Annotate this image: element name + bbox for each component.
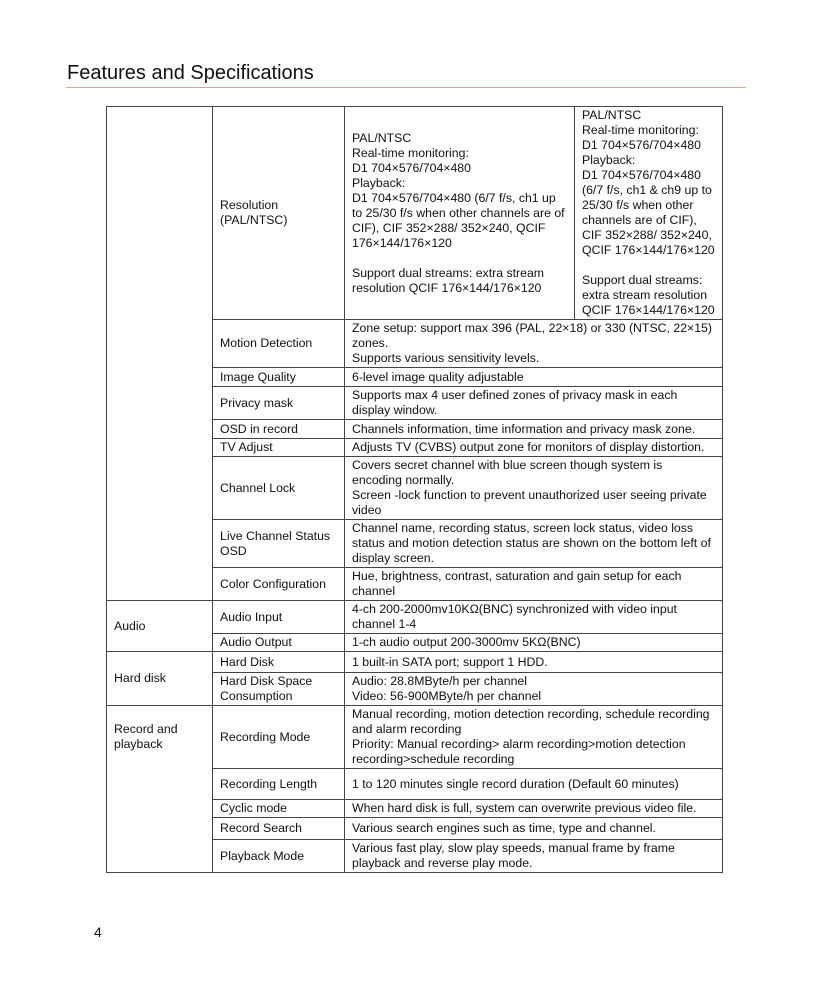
row-label: Motion Detection: [213, 320, 345, 368]
row-value: Zone setup: support max 396 (PAL, 22×18) or 330 (NTSC, 22×15) zones. Supports various sensitivity levels.: [345, 320, 723, 368]
table-row: [107, 107, 723, 320]
spec-table: [106, 106, 723, 873]
title-divider: [66, 87, 746, 88]
row-value: Manual recording, motion detection recording, schedule recording and alarm recording Priority: Manual recording> alarm recording>motion detection recording>schedule recording: [345, 706, 723, 769]
row-label: Channel Lock: [213, 457, 345, 520]
row-label: Audio Output: [213, 634, 345, 652]
row-value: PAL/NTSC Real-time monitoring: D1 704×576/704×480 Playback: D1 704×576/704×480 (6/7 f/s, ch1 & ch9 up to 25/30 f/s when other channels are of CIF), CIF 352×288/ 352×240, QCIF 176×144/176×120 Support dual streams: extra stream resolution QCIF 176×144/176×120: [575, 107, 723, 320]
row-label: Hard Disk Space Consumption: [213, 673, 345, 706]
table-row: [107, 652, 723, 673]
row-label: TV Adjust: [213, 439, 345, 457]
row-value: Various search engines such as time, type and channel.: [345, 818, 723, 840]
group-label-record: Record and playback: [107, 706, 213, 873]
page-title: Features and Specifications: [67, 62, 314, 84]
row-value: Supports max 4 user defined zones of privacy mask in each display window.: [345, 387, 723, 420]
row-label: Cyclic mode: [213, 800, 345, 818]
row-label: Resolution (PAL/NTSC): [213, 107, 345, 320]
video-group-cell: [107, 107, 213, 601]
row-label: Image Quality: [213, 368, 345, 387]
table-row: [107, 601, 723, 634]
page-number: 4: [94, 924, 102, 940]
row-value: 1 built-in SATA port; support 1 HDD.: [345, 652, 723, 673]
row-value: Adjusts TV (CVBS) output zone for monitors of display distortion.: [345, 439, 723, 457]
row-label: Record Search: [213, 818, 345, 840]
row-label: OSD in record: [213, 420, 345, 439]
row-label: Privacy mask: [213, 387, 345, 420]
row-value: Channel name, recording status, screen lock status, video loss status and motion detection status are shown on the bottom left of display screen.: [345, 520, 723, 568]
row-value: Covers secret channel with blue screen though system is encoding normally. Screen -lock function to prevent unauthorized user seeing private video: [345, 457, 723, 520]
row-value: 1 to 120 minutes single record duration (Default 60 minutes): [345, 769, 723, 800]
row-value: Hue, brightness, contrast, saturation and gain setup for each channel: [345, 568, 723, 601]
group-label-audio: Audio: [107, 601, 213, 652]
row-value: 1-ch audio output 200-3000mv 5KΩ(BNC): [345, 634, 723, 652]
row-label: Audio Input: [213, 601, 345, 634]
row-value: When hard disk is full, system can overwrite previous video file.: [345, 800, 723, 818]
row-value: Channels information, time information and privacy mask zone.: [345, 420, 723, 439]
group-label-hard-disk: Hard disk: [107, 652, 213, 706]
row-value: PAL/NTSC Real-time monitoring: D1 704×576/704×480 Playback: D1 704×576/704×480 (6/7 f/s, ch1 up to 25/30 f/s when other channels are of CIF), CIF 352×288/ 352×240, QCIF 176×144/176×120 Support dual streams: extra stream resolution QCIF 176×144/176×120: [345, 107, 575, 320]
row-value: 6-level image quality adjustable: [345, 368, 723, 387]
row-label: Recording Mode: [213, 706, 345, 769]
row-value: 4-ch 200-2000mv10KΩ(BNC) synchronized with video input channel 1-4: [345, 601, 723, 634]
row-label: Color Configuration: [213, 568, 345, 601]
row-label: Hard Disk: [213, 652, 345, 673]
row-label: Live Channel Status OSD: [213, 520, 345, 568]
row-label: Recording Length: [213, 769, 345, 800]
table-row: [107, 706, 723, 769]
row-value: Audio: 28.8MByte/h per channel Video: 56-900MByte/h per channel: [345, 673, 723, 706]
row-label: Playback Mode: [213, 840, 345, 873]
row-value: Various fast play, slow play speeds, manual frame by frame playback and reverse play mode.: [345, 840, 723, 873]
